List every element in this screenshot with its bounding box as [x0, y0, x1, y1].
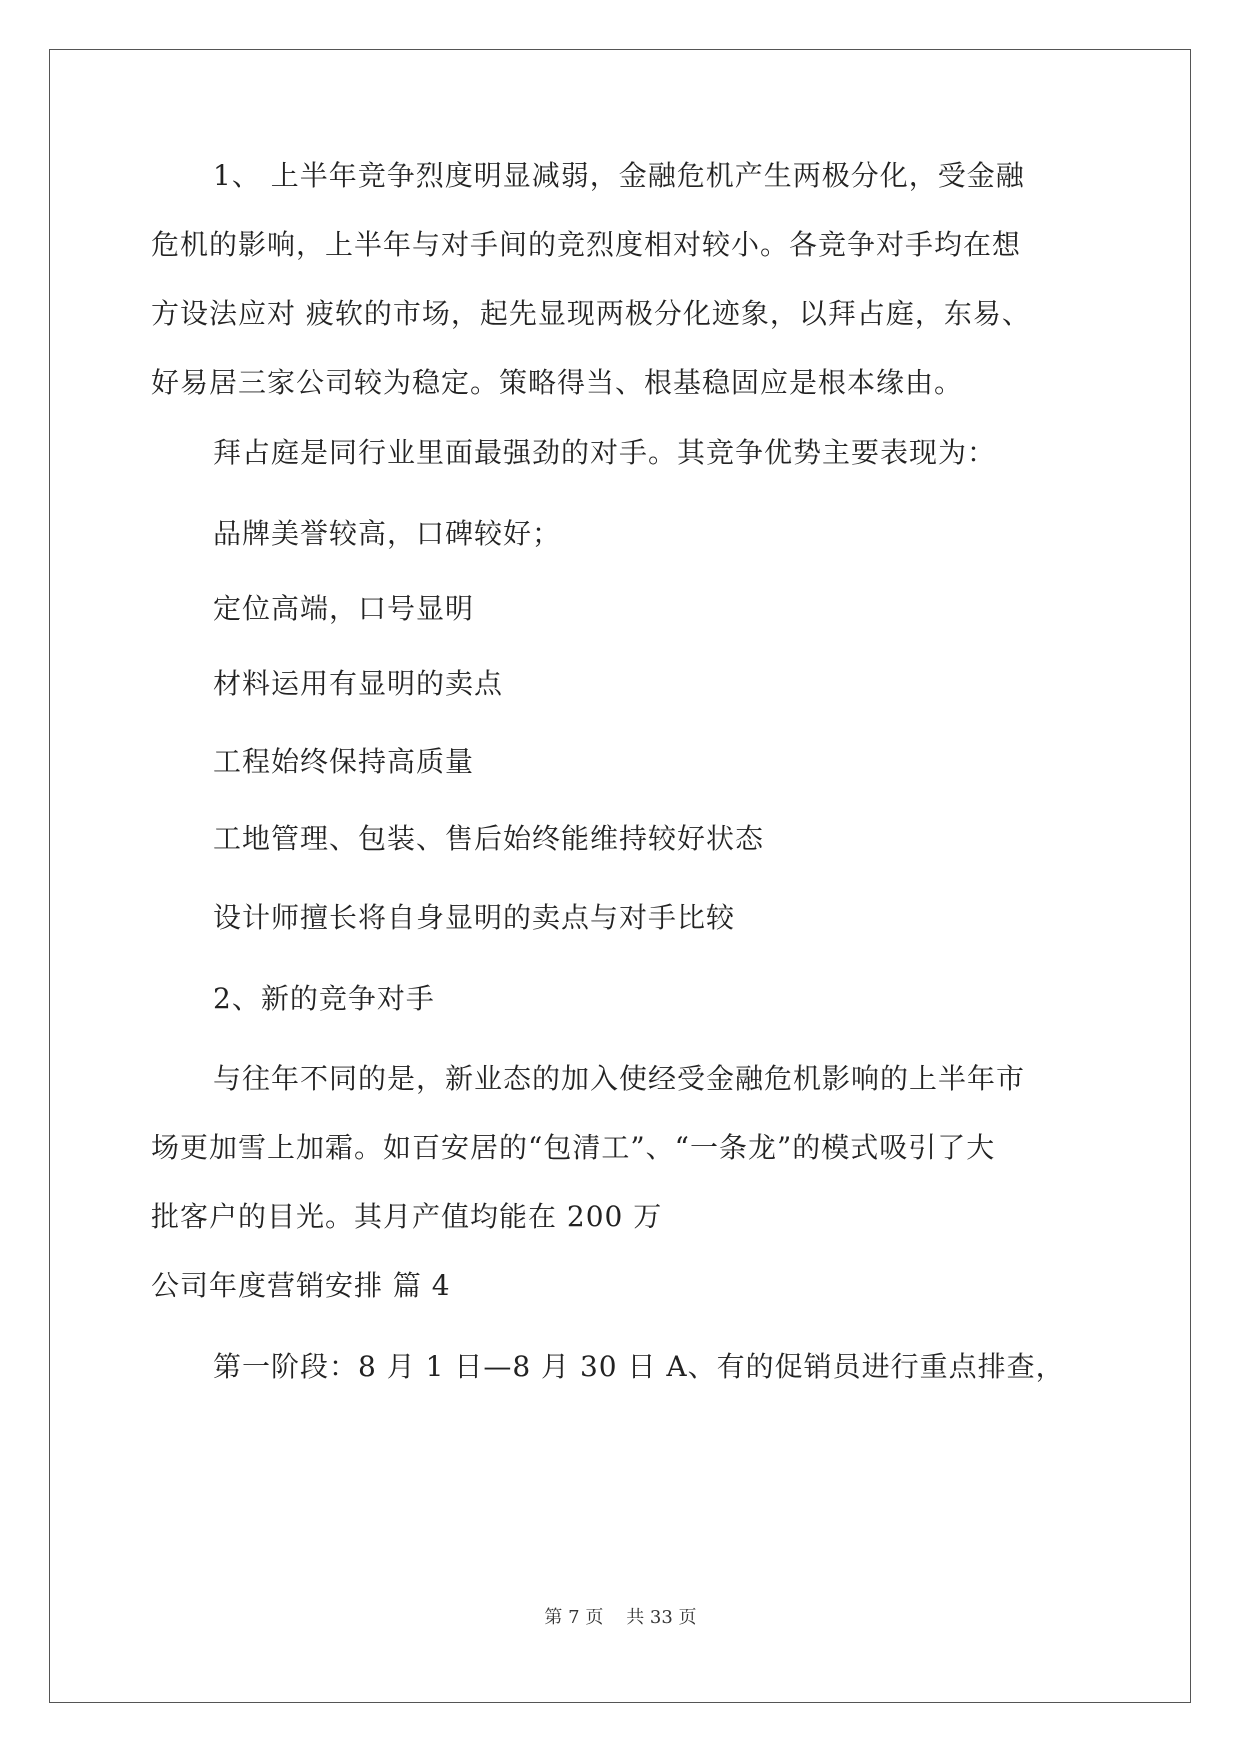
- paragraph-3-line-2: 场更加雪上加霜。如百安居的“包清工”、“一条龙”的模式吸引了大: [151, 1131, 996, 1164]
- paragraph-4-line-1: 第一阶段：8 月 1 日—8 月 30 日 A、有的促销员进行重点排查，: [213, 1350, 1065, 1383]
- page-footer: 第 7 页 共 33 页: [544, 1607, 697, 1628]
- list-item-brand: 品牌美誉较高，口碑较好；: [213, 517, 562, 550]
- list-item-designers: 设计师擅长将自身显明的卖点与对手比较: [213, 901, 736, 934]
- list-item-materials: 材料运用有显明的卖点: [213, 667, 504, 700]
- paragraph-3-line-1: 与往年不同的是，新业态的加入使经受金融危机影响的上半年市: [213, 1062, 1026, 1095]
- paragraph-1-line-1: 1、 上半年竞争烈度明显减弱，金融危机产生两极分化，受金融: [213, 159, 1025, 192]
- paragraph-3-line-3: 批客户的目光。其月产值均能在 200 万: [151, 1200, 663, 1233]
- section-heading-2: 2、新的竞争对手: [213, 982, 435, 1015]
- paragraph-2: 拜占庭是同行业里面最强劲的对手。其竞争优势主要表现为：: [213, 436, 997, 469]
- paragraph-1-line-3: 方设法应对 疲软的市场，起先显现两极分化迹象，以拜占庭，东易、: [151, 297, 1031, 330]
- list-item-site-management: 工地管理、包装、售后始终能维持较好状态: [213, 822, 765, 855]
- list-item-positioning: 定位高端，口号显明: [213, 592, 475, 625]
- list-item-quality: 工程始终保持高质量: [213, 745, 475, 778]
- paragraph-1-line-4: 好易居三家公司较为稳定。策略得当、根基稳固应是根本缘由。: [151, 366, 964, 399]
- paragraph-1-line-2: 危机的影响，上半年与对手间的竞烈度相对较小。各竞争对手均在想: [151, 228, 1022, 261]
- article-title: 公司年度营销安排 篇 4: [151, 1269, 451, 1302]
